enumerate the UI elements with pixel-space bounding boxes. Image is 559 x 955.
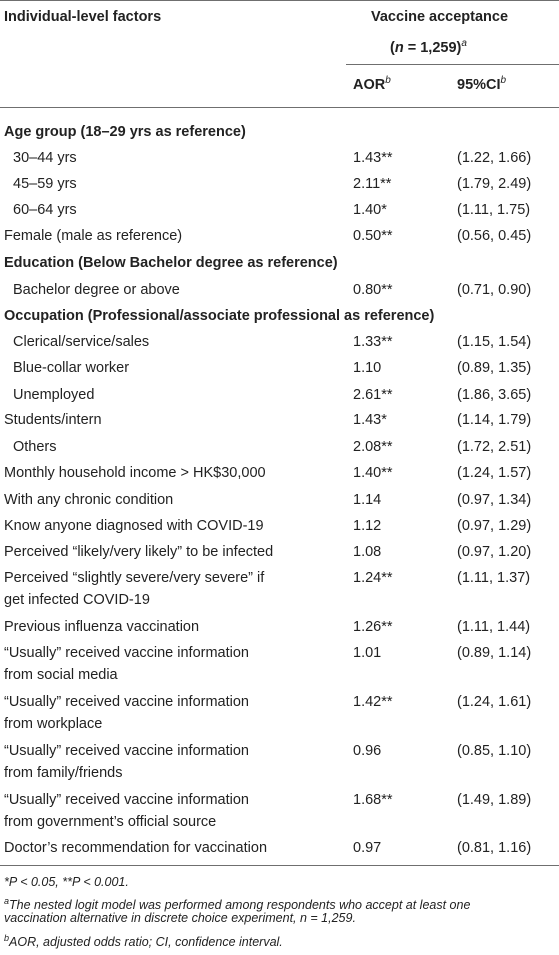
aor-value: 1.10 <box>353 360 382 376</box>
aor-value: 1.68** <box>353 792 393 808</box>
aor-value: 1.24** <box>353 570 393 586</box>
aor-value: 1.26** <box>353 619 393 635</box>
header-n: (n = 1,259)$^a$ <box>390 38 467 56</box>
aor-value: 2.08** <box>353 439 393 455</box>
row-label: 30–44 yrs <box>13 150 77 166</box>
table-top-rule <box>0 0 559 1</box>
aor-value: 1.12 <box>353 518 382 534</box>
ci-value: (0.56, 0.45) <box>457 228 532 244</box>
footnote-significance: *P < 0.05, **P < 0.001. <box>4 875 129 889</box>
row-label: Students/intern <box>4 412 102 428</box>
ci-value: (1.15, 1.54) <box>457 334 532 350</box>
aor-value: 2.61** <box>353 387 393 403</box>
ci-value: (1.72, 2.51) <box>457 439 532 455</box>
row-label-continued: from workplace <box>4 716 103 732</box>
ci-value: (1.22, 1.66) <box>457 150 532 166</box>
row-label: Female (male as reference) <box>4 228 183 244</box>
aor-value: 0.96 <box>353 743 382 759</box>
row-label: Blue-collar worker <box>13 360 130 376</box>
ci-value: (1.79, 2.49) <box>457 176 532 192</box>
section-heading: Education (Below Bachelor degree as reference) <box>4 255 338 271</box>
aor-value: 1.33** <box>353 334 393 350</box>
ci-value: (0.89, 1.14) <box>457 645 532 661</box>
ci-value: (0.71, 0.90) <box>457 282 532 298</box>
aor-value: 1.01 <box>353 645 382 661</box>
row-label: 60–64 yrs <box>13 202 77 218</box>
row-label-continued: get infected COVID-19 <box>4 592 150 608</box>
aor-value: 1.08 <box>353 544 382 560</box>
ci-value: (1.86, 3.65) <box>457 387 532 403</box>
row-label: “Usually” received vaccine information <box>4 645 249 661</box>
row-label: Doctor’s recommendation for vaccination <box>4 840 268 856</box>
row-label: Clerical/service/sales <box>13 334 150 350</box>
ci-value: (0.85, 1.10) <box>457 743 532 759</box>
row-label: Bachelor degree or above <box>13 282 180 298</box>
footnote-a-line1: $^a$The nested logit model was performed among respondents who accept at least one <box>4 896 471 913</box>
header-sub-rule <box>346 64 559 65</box>
row-label: With any chronic condition <box>4 492 174 508</box>
ci-value: (1.24, 1.61) <box>457 694 532 710</box>
ci-value: (1.49, 1.89) <box>457 792 532 808</box>
row-label-continued: from social media <box>4 667 118 683</box>
header-ci: $95\%CI^b$ <box>457 75 507 93</box>
row-label: Others <box>13 439 57 455</box>
row-label: Know anyone diagnosed with COVID-19 <box>4 518 264 534</box>
aor-value: 0.97 <box>353 840 382 856</box>
header-vaccine-acceptance: Vaccine acceptance <box>371 9 509 25</box>
footnote-a-line2: vaccination alternative in discrete choice experiment, n = 1,259. <box>4 911 356 925</box>
aor-value: 1.42** <box>353 694 393 710</box>
aor-value: 1.40* <box>353 202 387 218</box>
ci-value: (0.97, 1.34) <box>457 492 532 508</box>
ci-value: (1.11, 1.75) <box>457 202 531 218</box>
row-label: Perceived “slightly severe/very severe” if <box>4 570 265 586</box>
row-label-continued: from family/friends <box>4 765 123 781</box>
ci-value: (1.11, 1.37) <box>457 570 531 586</box>
aor-value: 0.50** <box>353 228 393 244</box>
row-label: Monthly household income > HK$30,000 <box>4 465 266 481</box>
ci-value: (0.81, 1.16) <box>457 840 532 856</box>
ci-value: (0.97, 1.29) <box>457 518 532 534</box>
ci-value: (1.14, 1.79) <box>457 412 532 428</box>
aor-value: 1.43* <box>353 412 387 428</box>
header-bottom-rule <box>0 107 559 108</box>
row-label: “Usually” received vaccine information <box>4 694 249 710</box>
table-bottom-rule <box>0 865 559 866</box>
ci-value: (1.24, 1.57) <box>457 465 532 481</box>
row-label: Unemployed <box>13 387 95 403</box>
row-label-continued: from government’s official source <box>4 814 217 830</box>
ci-value: (0.89, 1.35) <box>457 360 532 376</box>
aor-value: 0.80** <box>353 282 393 298</box>
row-label: “Usually” received vaccine information <box>4 792 249 808</box>
row-label: Previous influenza vaccination <box>4 619 200 635</box>
aor-value: 1.14 <box>353 492 382 508</box>
ci-value: (0.97, 1.20) <box>457 544 532 560</box>
aor-value: 1.40** <box>353 465 393 481</box>
footnote-b: $^b$AOR, adjusted odds ratio; CI, confidence interval. <box>4 933 283 950</box>
header-factors: Individual-level factors <box>4 9 162 25</box>
section-heading: Occupation (Professional/associate professional as reference) <box>4 308 435 324</box>
section-heading: Age group (18–29 yrs as reference) <box>4 124 246 140</box>
row-label: 45–59 yrs <box>13 176 77 192</box>
aor-value: 1.43** <box>353 150 393 166</box>
header-aor: AOR$^b$ <box>353 75 391 93</box>
aor-value: 2.11** <box>353 176 392 192</box>
row-label: “Usually” received vaccine information <box>4 743 249 759</box>
ci-value: (1.11, 1.44) <box>457 619 531 635</box>
row-label: Perceived “likely/very likely” to be infected <box>4 544 274 560</box>
